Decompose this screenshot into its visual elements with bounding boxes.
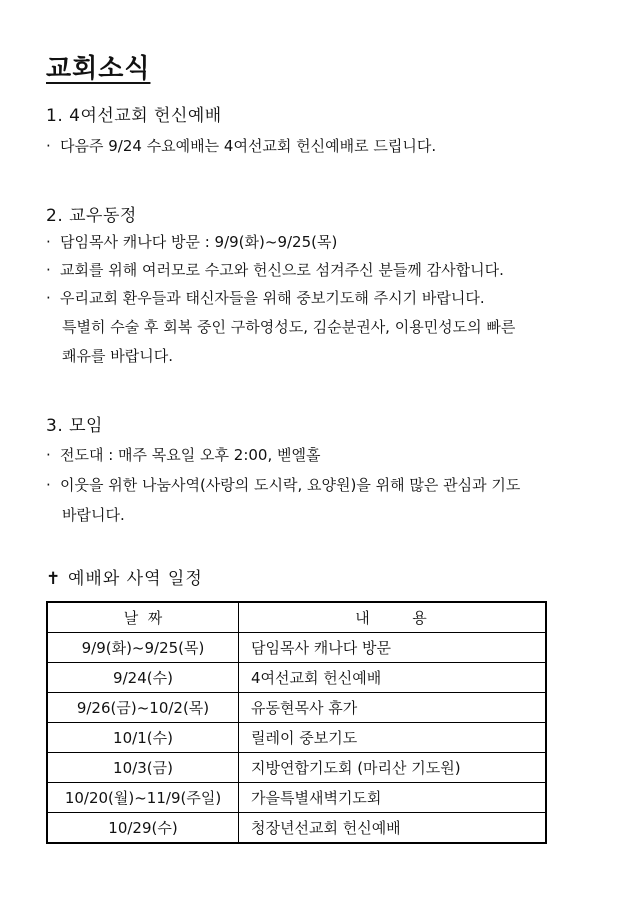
- bullet-continuation: 쾌유를 바랍니다.: [62, 347, 173, 365]
- table-row: [47, 723, 546, 753]
- bullet-text: 전도대 : 매주 목요일 오후 2:00, 벧엘홀: [60, 446, 321, 464]
- bullet-continuation: 바랍니다.: [62, 506, 125, 524]
- row-date: 10/20(월)~11/9(주일): [47, 783, 239, 813]
- bullet-item: [46, 257, 591, 284]
- table-row: [47, 633, 546, 663]
- row-date: 9/26(금)~10/2(목): [47, 693, 239, 723]
- bullet-item: [46, 285, 591, 312]
- page-title: 교회소식: [46, 54, 151, 84]
- bullet-mark: ·: [46, 289, 51, 307]
- table-row: [47, 783, 546, 813]
- schedule-heading: [46, 564, 203, 589]
- bullet-item: [46, 133, 591, 160]
- section-heading-1: 1. 4여선교회 헌신예배: [46, 106, 222, 126]
- section-heading-3: 3. 모임: [46, 416, 103, 436]
- row-event: 4여선교회 헌신예배: [239, 663, 547, 693]
- column-header-date: 날 짜: [47, 602, 239, 633]
- bullet-item: [46, 472, 591, 499]
- schedule-heading-text: 예배와 사역 일정: [68, 569, 203, 589]
- table-row: [47, 663, 546, 693]
- bullet-continuation: 특별히 수술 후 회복 중인 구하영성도, 김순분권사, 이용민성도의 빠른: [62, 318, 516, 336]
- schedule-table: [46, 601, 547, 844]
- bullet-item: [46, 229, 591, 256]
- bullet-mark: ·: [46, 476, 51, 494]
- row-event: 릴레이 중보기도: [239, 723, 547, 753]
- bullet-mark: ·: [46, 137, 51, 155]
- bullet-text: 교회를 위해 여러모로 수고와 헌신으로 섬겨주신 분들께 감사합니다.: [60, 261, 504, 279]
- bullet-item: [46, 442, 591, 469]
- column-header-content: 내 용: [239, 602, 547, 633]
- bullet-mark: ·: [46, 233, 51, 251]
- bullet-mark: ·: [46, 261, 51, 279]
- table-row: [47, 693, 546, 723]
- bullet-text: 다음주 9/24 수요예배는 4여선교회 헌신예배로 드립니다.: [60, 137, 437, 155]
- table-header-row: [47, 602, 546, 633]
- bullet-text: 이웃을 위한 나눔사역(사랑의 도시락, 요양원)을 위해 많은 관심과 기도: [60, 476, 521, 494]
- row-date: 10/29(수): [47, 813, 239, 844]
- row-event: 유동현목사 휴가: [239, 693, 547, 723]
- bullet-text: 담임목사 캐나다 방문 : 9/9(화)~9/25(목): [60, 233, 338, 251]
- table-row: [47, 813, 546, 844]
- row-date: 9/9(화)~9/25(목): [47, 633, 239, 663]
- row-event: 지방연합기도회 (마리산 기도원): [239, 753, 547, 783]
- section-heading-2: 2. 교우동정: [46, 206, 137, 226]
- cross-icon: ✝: [46, 569, 62, 589]
- row-date: 10/1(수): [47, 723, 239, 753]
- table-row: [47, 753, 546, 783]
- row-date: 10/3(금): [47, 753, 239, 783]
- row-event: 담임목사 캐나다 방문: [239, 633, 547, 663]
- row-date: 9/24(수): [47, 663, 239, 693]
- bullet-text: 우리교회 환우들과 태신자들을 위해 중보기도해 주시기 바랍니다.: [60, 289, 485, 307]
- bullet-mark: ·: [46, 446, 51, 464]
- row-event: 청장년선교회 헌신예배: [239, 813, 547, 844]
- row-event: 가을특별새벽기도회: [239, 783, 547, 813]
